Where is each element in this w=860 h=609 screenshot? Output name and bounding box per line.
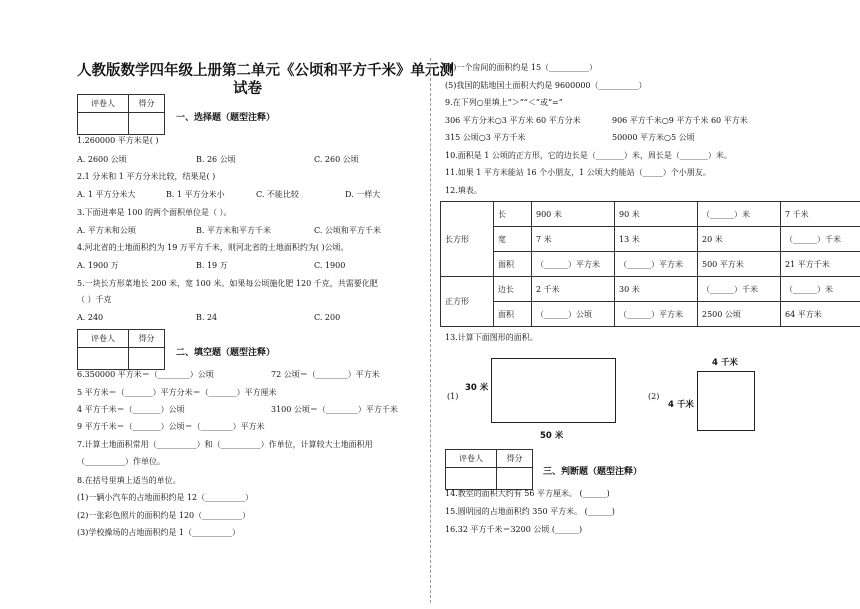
grader-header: 评卷人 [446, 450, 497, 468]
question-6f: 9 平方千米＝（_______）公顷＝（________）平方米 [77, 422, 265, 431]
question-9c: 315 公顷○3 平方千米 [445, 133, 526, 142]
option-4c: C. 1900 [314, 261, 346, 270]
question-8: 8.在括号里填上适当的单位。 [77, 476, 181, 485]
table-cell[interactable]: （______）米 [698, 202, 781, 227]
page-title-line2: 试卷 [233, 80, 262, 97]
option-3b: B. 平方米和平方千米 [196, 226, 271, 235]
table-cell: 边长 [494, 277, 532, 302]
score-cell[interactable] [129, 348, 165, 370]
question-8-3: (3)学校操场的占地面积约是 1（__________） [77, 528, 240, 537]
grader-header: 评卷人 [78, 95, 129, 113]
table-cell: 2 千米 [532, 277, 615, 302]
section-heading-fill: 二、填空题（题型注释） [176, 348, 276, 358]
section-heading-judge: 三、判断题（题型注释） [543, 467, 643, 477]
table-cell: 21 平方千米 [781, 252, 860, 277]
question-9d: 50000 平方米○5 公顷 [612, 133, 695, 142]
section-heading-choice: 一、选择题（题型注释） [176, 113, 276, 123]
question-6a: 6.350000 平方米＝（________）公顷 [77, 370, 214, 379]
question-7-cont: （__________）作单位。 [77, 457, 165, 466]
grader-box [445, 449, 533, 490]
table-cell[interactable]: （______）平方米 [615, 252, 698, 277]
grader-cell[interactable] [78, 113, 129, 135]
option-5c: C. 200 [314, 313, 341, 322]
question-6d: 4 平方千米＝（_______）公顷 [77, 405, 185, 414]
question-16: 16.32 平方千米＝3200 公顷 (______) [445, 525, 583, 534]
question-7: 7.计算土地面积常用（__________）和（__________）作单位，计算较大土地面积用 [77, 440, 373, 449]
question-9: 9.在下列○里填上“＞”“＜”或“=” [445, 98, 563, 107]
figure-2-top-label: 4 千米 [712, 358, 738, 368]
score-cell[interactable] [497, 468, 533, 490]
table-cell: 64 平方米 [781, 302, 860, 327]
option-3c: C. 公顷和平方千米 [314, 226, 381, 235]
table-cell[interactable]: （______）公顷 [532, 302, 615, 327]
table-cell[interactable]: （______）平方米 [532, 252, 615, 277]
row-group-label: 长方形 [441, 202, 494, 277]
figure-1-height-label: 30 米 [465, 383, 489, 393]
question-2: 2.1 分米和 1 平方分米比较，结果是( ) [77, 172, 216, 181]
page-title-line1: 人教版数学四年级上册第二单元《公顷和平方千米》单元测 [77, 62, 454, 79]
grader-header: 评卷人 [78, 330, 129, 348]
option-2c: C. 不能比较 [256, 190, 299, 199]
table-cell[interactable]: （______）千米 [698, 277, 781, 302]
option-1c: C. 260 公顷 [314, 155, 359, 164]
question-15: 15.圆明园的占地面积约 350 平方米。 (______) [445, 507, 615, 516]
option-1b: B. 26 公顷 [196, 155, 236, 164]
option-5a: A. 240 [77, 313, 104, 322]
table-cell: 7 千米 [781, 202, 860, 227]
question-8-4: (4)一个房间的面积约是 15（__________） [445, 63, 598, 72]
column-divider [430, 58, 431, 603]
fill-table [440, 201, 860, 327]
option-2d: D. 一样大 [345, 190, 381, 199]
option-4b: B. 19 万 [196, 261, 228, 270]
option-4a: A. 1900 万 [77, 261, 119, 270]
question-9b: 906 平方千米○9 平方千米 60 平方米 [612, 116, 748, 125]
table-cell: 面积 [494, 302, 532, 327]
question-6b: 72 公顷＝（________）平方米 [271, 370, 380, 379]
table-cell: 面积 [494, 252, 532, 277]
table-row [441, 302, 860, 327]
table-cell[interactable]: （______）米 [781, 277, 860, 302]
table-row [441, 277, 860, 302]
question-8-2: (2)一张彩色照片的面积约是 120（__________） [77, 511, 251, 520]
square-figure [697, 371, 755, 431]
figure-1-width-label: 50 米 [540, 431, 564, 441]
question-13: 13.计算下面图形的面积。 [445, 333, 538, 342]
question-6e: 3100 公顷＝（________）平方千米 [271, 405, 398, 414]
grader-cell[interactable] [78, 348, 129, 370]
option-3a: A. 平方米和公顷 [77, 226, 136, 235]
question-3: 3.下面进率是 100 的两个面积单位是（ ）。 [77, 208, 232, 217]
grader-cell[interactable] [446, 468, 497, 490]
table-cell[interactable]: （______）千米 [781, 227, 860, 252]
rectangle-figure [491, 358, 616, 423]
question-8-5: (5)我国的陆地国土面积大约是 9600000（__________） [445, 81, 647, 90]
question-5-cont: （ ）千克 [77, 295, 112, 304]
figure-2-side-label: 4 千米 [668, 400, 694, 410]
figure-2-number: (2) [648, 392, 660, 401]
table-cell: 20 米 [698, 227, 781, 252]
question-4: 4.河北省的土地面积约为 19 万平方千米，则河北省的土地面积约为( )公顷。 [77, 243, 349, 252]
table-cell: 900 米 [532, 202, 615, 227]
option-1a: A. 2600 公顷 [77, 155, 127, 164]
grader-box [77, 329, 165, 370]
table-cell: 宽 [494, 227, 532, 252]
question-10: 10.面积是 1 公顷的正方形，它的边长是（_______）米，周长是（_______）米。 [445, 151, 732, 160]
question-1: 1.260000 平方米是( ) [77, 136, 159, 145]
question-9a: 306 平方分米○3 平方米 60 平方分米 [445, 116, 581, 125]
score-header: 得分 [497, 450, 533, 468]
score-header: 得分 [129, 330, 165, 348]
question-6c: 5 平方米＝（_______）平方分米＝（_______）平方厘米 [77, 388, 277, 397]
table-cell[interactable]: （______）平方米 [615, 302, 698, 327]
score-header: 得分 [129, 95, 165, 113]
row-group-label: 正方形 [441, 277, 494, 327]
table-cell: 90 米 [615, 202, 698, 227]
question-14: 14.教室的面积大约有 56 平方厘米。 (______) [445, 489, 610, 498]
table-cell: 13 米 [615, 227, 698, 252]
question-12: 12.填表。 [445, 186, 482, 195]
table-row [441, 227, 860, 252]
option-5b: B. 24 [196, 313, 218, 322]
table-cell: 2500 公顷 [698, 302, 781, 327]
question-8-1: (1)一辆小汽车的占地面积约是 12（__________） [77, 493, 254, 502]
option-2b: B. 1 平方分米小 [166, 190, 225, 199]
grader-box [77, 94, 165, 135]
table-row [441, 202, 860, 227]
score-cell[interactable] [129, 113, 165, 135]
question-11: 11.如果 1 平方米能站 16 个小朋友，1 公顷大约能站（_____）个小朋友。 [445, 168, 711, 177]
table-cell: 30 米 [615, 277, 698, 302]
question-5: 5.一块长方形菜地长 200 米，宽 100 米。如果每公顷施化肥 120 千克，共需要化肥 [77, 279, 378, 288]
table-cell: 7 米 [532, 227, 615, 252]
figure-1-number: (1) [447, 392, 459, 401]
option-2a: A. 1 平方分米大 [77, 190, 136, 199]
table-cell: 长 [494, 202, 532, 227]
table-cell: 500 平方米 [698, 252, 781, 277]
table-row [441, 252, 860, 277]
